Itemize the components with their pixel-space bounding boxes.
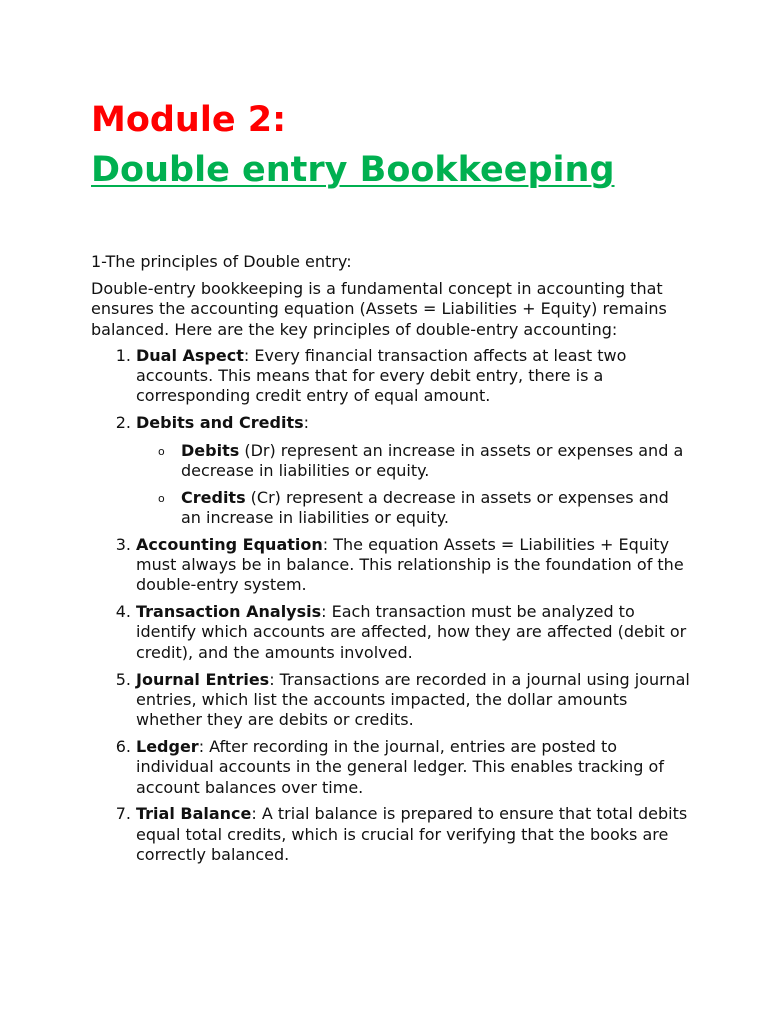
list-number: 5. xyxy=(115,669,131,689)
principle-text: : Each transaction must be analyzed to identify which accounts are affected, how they are affected (debit or credit), and the amounts involved. xyxy=(136,602,687,662)
principle-term: Dual Aspect xyxy=(136,345,244,365)
section-heading: 1-The principles of Double entry: xyxy=(91,252,352,271)
module-subtitle-text: Double entry Bookkeeping xyxy=(91,150,615,190)
principles-list xyxy=(91,346,691,865)
sub-item xyxy=(136,441,691,482)
bullet-icon: o xyxy=(158,444,165,458)
principle-text: : Transactions are recorded in a journal using journal entries, which list the accounts impacted, the dollar amounts whether they are debits or credits. xyxy=(136,669,690,730)
module-title: Module 2: xyxy=(91,100,287,140)
sub-item-text: (Dr) represent an increase in assets or expenses and a decrease in liabilities or equity. xyxy=(181,440,684,480)
sub-list xyxy=(136,441,691,529)
list-number: 7. xyxy=(115,804,131,824)
document-page xyxy=(91,96,691,872)
principle-item xyxy=(91,737,691,798)
principle-text: : The equation Assets = Liabilities + Equity must always be in balance. This relationship is the foundation of the double-entry system. xyxy=(136,534,684,595)
sub-item-term: Credits xyxy=(181,487,246,507)
principle-text: : A trial balance is prepared to ensure that total debits equal total credits, which is crucial for verifying that the books are correctly balanced. xyxy=(136,804,688,864)
principle-item xyxy=(91,670,691,731)
principle-text: : Every financial transaction affects at least two accounts. This means that for every debit entry, there is a corresponding credit entry of equal amount. xyxy=(136,345,627,406)
sub-item xyxy=(136,488,691,529)
intro-paragraph: Double-entry bookkeeping is a fundamental concept in accounting that ensures the accounting equation (Assets = Liabilities + Equity) remains balanced. Here are the key principles of double-entry accounting: xyxy=(91,279,667,339)
principle-item xyxy=(91,602,691,663)
principle-term: Journal Entries xyxy=(136,669,270,689)
sub-item-term: Debits xyxy=(181,440,240,460)
principle-term: Debits and Credits xyxy=(136,413,304,433)
principle-item xyxy=(91,413,691,528)
list-number: 2. xyxy=(115,413,131,433)
principle-term: Transaction Analysis xyxy=(136,602,322,622)
principle-term: Accounting Equation xyxy=(136,534,323,554)
list-number: 4. xyxy=(115,602,131,622)
principle-term: Ledger xyxy=(136,736,199,756)
principle-item xyxy=(91,346,691,407)
principle-item xyxy=(91,804,691,865)
principle-text: : After recording in the journal, entries are posted to individual accounts in the general ledger. This enables tracking of account balances over time. xyxy=(136,736,664,797)
list-number: 3. xyxy=(115,534,131,554)
principle-item xyxy=(91,535,691,596)
module-subtitle xyxy=(91,146,691,194)
list-number: 6. xyxy=(115,736,131,756)
principle-text: : xyxy=(303,413,310,433)
list-number: 1. xyxy=(115,345,131,365)
bullet-icon: o xyxy=(158,491,165,505)
principle-term: Trial Balance xyxy=(136,804,252,824)
sub-item-text: (Cr) represent a decrease in assets or expenses and an increase in liabilities or equity. xyxy=(181,487,669,527)
